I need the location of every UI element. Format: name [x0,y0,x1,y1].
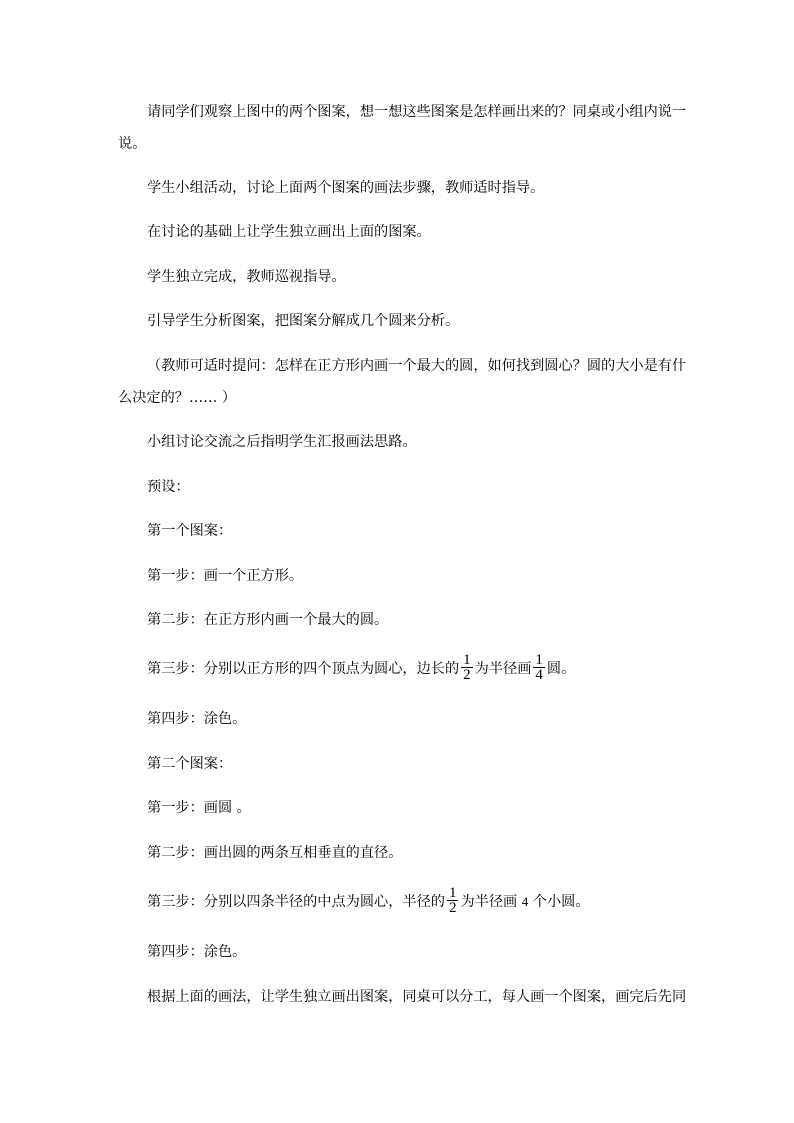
step-2-first-pattern [118,604,707,636]
paragraph-teacher-question [118,350,707,382]
paragraph-student-complete [118,261,707,293]
step-3-first-pattern [118,653,707,685]
heading-second-pattern [118,748,707,780]
paragraph-text: （教师可适时提问：怎样在正方形内画一个最大的圆，如何找到圆心？圆的大小是有什 [147,358,687,374]
fraction-denominator: 2 [463,666,471,683]
paragraph-text: 引导学生分析图案，把图案分解成几个圆来分析。 [147,313,460,329]
heading-first-pattern [118,515,707,547]
step-1-second-pattern [118,792,707,824]
step-1-first-pattern [118,560,707,592]
fraction-numerator: 1 [448,884,457,901]
paragraph-text: 请同学们观察上图中的两个图案，想一想这些图案是怎样画出来的？同桌或小组内说一 [147,104,687,120]
paragraph-text: 第一个图案： [147,523,233,539]
paragraph-text: 学生小组活动，讨论上面两个图案的画法步骤，教师适时指导。 [147,180,545,196]
step-4-second-pattern [118,936,707,968]
step-3-second-pattern [118,886,707,918]
paragraph-text: 圆。 [546,661,576,677]
paragraph-text: 第二步：在正方形内画一个最大的圆。 [147,612,389,628]
fraction-denominator: 4 [535,666,543,683]
paragraph-teacher-question-continued [118,382,678,414]
paragraph-text: 第二个图案： [147,756,233,772]
fraction-one-half [461,653,473,682]
step-4-first-pattern [118,703,707,735]
paragraph-text: 预设： [147,479,190,495]
paragraph-text: 根据上面的画法，让学生独立画出图案，同桌可以分工，每人画一个图案，画完后先同 [147,989,687,1005]
paragraph-text: 第一步：画一个正方形。 [147,568,304,584]
paragraph-text: 小组讨论交流之后指明学生汇报画法思路。 [147,434,417,450]
paragraph-drawing-assignment [118,981,707,1013]
paragraph-text: 为半径画 [460,894,518,910]
paragraph-text: 说。 [118,136,147,152]
paragraph-text: 在讨论的基础上让学生独立画出上面的图案。 [147,224,431,240]
fraction-one-quarter [533,653,545,682]
paragraph-text: 个小圆。 [532,894,590,910]
circle-count: 4 [521,894,529,909]
fraction-one-half [447,886,459,915]
paragraph-text: 学生独立完成，教师巡视指导。 [147,269,346,285]
paragraph-text: 么决定的？…… ） [118,390,237,406]
paragraph-text: 第三步：分别以正方形的四个顶点为圆心，边长的 [147,661,460,677]
paragraph-independent-drawing [118,216,707,248]
paragraph-text: 第四步：涂色。 [147,944,247,960]
paragraph-analyze-pattern [118,305,707,337]
paragraph-text: 第三步：分别以四条半径的中点为圆心，半径的 [147,894,445,910]
step-2-second-pattern [118,837,707,869]
fraction-numerator: 1 [463,651,471,668]
paragraph-text: 为半径画 [474,661,532,677]
paragraph-group-report [118,426,707,458]
paragraph-text: 第二步：画出圆的两条互相垂直的直径。 [147,845,403,861]
paragraph-group-activity [118,172,707,204]
paragraph-observe-patterns-continued [118,128,678,160]
paragraph-observe-patterns [118,96,707,128]
paragraph-text: 第一步：画圆 。 [147,800,251,816]
fraction-numerator: 1 [535,651,543,668]
paragraph-preset [118,471,707,503]
paragraph-text: 第四步：涂色。 [147,711,247,727]
fraction-denominator: 2 [448,899,457,916]
